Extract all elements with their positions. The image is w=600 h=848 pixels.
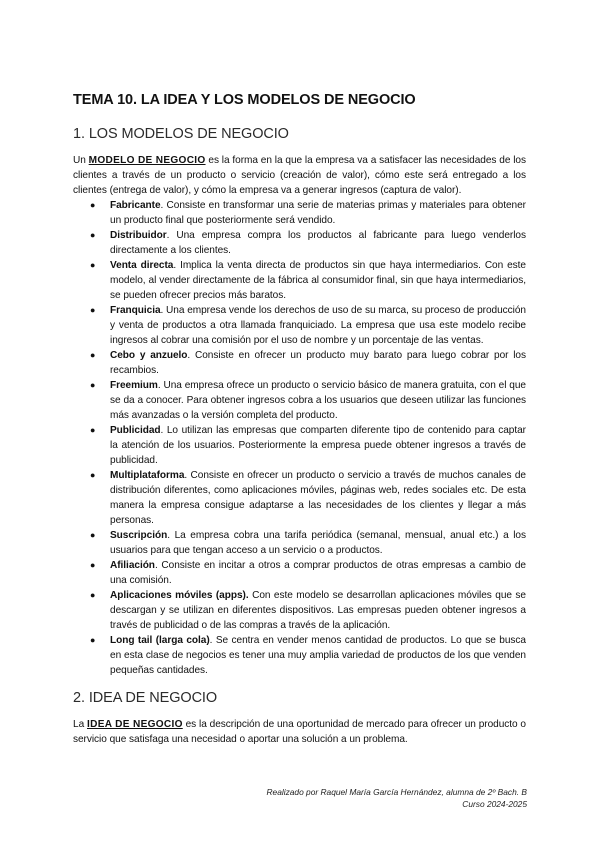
- sec2-after: es la descripción de una oportunidad de mercado para ofrecer un producto o servicio que satisfaga una necesidad o aportar una solución a un problema.: [73, 719, 526, 745]
- bullet-icon: ●: [90, 230, 96, 240]
- bullet-icon: ●: [90, 350, 96, 360]
- business-models-list: [73, 198, 526, 678]
- list-item: [90, 198, 526, 228]
- term-modelo-de-negocio: MODELO DE NEGOCIO: [88, 155, 206, 166]
- list-item: [90, 633, 526, 678]
- item-name: Fabricante: [110, 200, 161, 211]
- item-name: Long tail (larga cola): [110, 635, 210, 646]
- page-footer: [107, 786, 527, 810]
- list-item: [90, 258, 526, 303]
- item-desc: . Consiste en incitar a otros a comprar productos de otras empresas a cambio de una comisión.: [110, 560, 526, 586]
- bullet-icon: ●: [90, 470, 96, 480]
- item-name: Aplicaciones móviles (apps).: [110, 590, 249, 601]
- document-content: [73, 90, 526, 747]
- item-name: Suscripción: [110, 530, 168, 541]
- sec2-before: La: [73, 719, 87, 730]
- intro-after: es la forma en la que la empresa va a satisfacer las necesidades de los clientes a través de un producto o servicio (creación de valor), cómo este será entregado a los clientes (entrega de valor), y cómo la empresa va a generar ingresos (captura de valor).: [73, 155, 526, 196]
- section-1-heading: 1. LOS MODELOS DE NEGOCIO: [73, 126, 289, 142]
- item-desc: . Una empresa compra los productos al fabricante para luego venderlos directamente a los clientes.: [110, 230, 526, 256]
- item-desc: . Se centra en vender menos cantidad de productos. Lo que se busca en esta clase de negocios es tener una muy amplia variedad de productos de los que venden pequeñas cantidades.: [110, 635, 526, 676]
- item-desc: . Consiste en ofrecer un producto muy barato para luego cobrar por los recambios.: [110, 350, 526, 376]
- item-name: Cebo y anzuelo: [110, 350, 188, 361]
- section-2-heading: 2. IDEA DE NEGOCIO: [73, 690, 218, 706]
- section-1-intro: [73, 153, 526, 198]
- item-name: Freemium: [110, 380, 158, 391]
- bullet-icon: ●: [90, 590, 96, 600]
- item-name: Distribuidor: [110, 230, 167, 241]
- list-item: [90, 348, 526, 378]
- bullet-icon: ●: [90, 380, 96, 390]
- item-name: Franquicia: [110, 305, 161, 316]
- item-desc: Con este modelo se desarrollan aplicaciones móviles que se descargan y se utilizan en diferentes dispositivos. Las empresas pueden obtener ingresos a través de publicidad o de las compras a través de la aplicación.: [110, 590, 526, 631]
- item-desc: . Una empresa vende los derechos de uso de su marca, su proceso de producción y venta de productos a otra llamada franquiciado. La empresa que usa este modelo recibe ingresos al cobrar una comisión por el uso de nombre y un porcentaje de las ventas.: [110, 305, 526, 346]
- list-item: [90, 468, 526, 528]
- item-desc: . La empresa cobra una tarifa periódica (semanal, mensual, anual etc.) a los usuarios para que tengan acceso a un servicio o a productos.: [110, 530, 526, 556]
- bullet-icon: ●: [90, 260, 96, 270]
- item-desc: . Consiste en ofrecer un producto o servicio a través de muchos canales de distribución diferentes, como aplicaciones móviles, páginas web, redes sociales etc. De esta manera la empresa consigue adaptarse a las necesidades de los clientes y llegar a más personas.: [110, 470, 526, 526]
- list-item: [90, 378, 526, 423]
- footer-course: Curso 2024-2025: [462, 799, 527, 809]
- section-2-paragraph: [73, 717, 526, 747]
- item-name: Multiplataforma: [110, 470, 185, 481]
- item-desc: . Una empresa ofrece un producto o servicio básico de manera gratuita, con el que se da a conocer. Para obtener ingresos cobra a los usuarios que deseen utilizar las funciones más avanzadas o la versión completa del producto.: [110, 380, 526, 421]
- list-item: [90, 423, 526, 468]
- bullet-icon: ●: [90, 305, 96, 315]
- page-title: TEMA 10. LA IDEA Y LOS MODELOS DE NEGOCIO: [73, 92, 416, 108]
- bullet-icon: ●: [90, 425, 96, 435]
- list-item: [90, 303, 526, 348]
- list-item: [90, 228, 526, 258]
- footer-author: Realizado por Raquel María García Hernández, alumna de 2º Bach. B: [266, 787, 527, 797]
- list-item: [90, 588, 526, 633]
- list-item: [90, 528, 526, 558]
- item-desc: . Implica la venta directa de productos sin que haya intermediarios. Con este modelo, al vender directamente de la fábrica al consumidor final, sin que haya intermediarios, se pueden ofrecer precios más baratos.: [110, 260, 526, 301]
- bullet-icon: ●: [90, 200, 96, 210]
- bullet-icon: ●: [90, 635, 96, 645]
- list-item: [90, 558, 526, 588]
- item-desc: . Lo utilizan las empresas que comparten diferente tipo de contenido para captar la atención de los usuarios. Posteriormente la empresa puede obtener ingresos a través de publicidad.: [110, 425, 526, 466]
- intro-before: Un: [73, 155, 89, 166]
- bullet-icon: ●: [90, 530, 96, 540]
- item-name: Publicidad: [110, 425, 161, 436]
- item-name: Venta directa: [110, 260, 174, 271]
- term-idea-de-negocio: IDEA DE NEGOCIO: [87, 719, 183, 730]
- item-desc: . Consiste en transformar una serie de materias primas y materiales para obtener un producto final que posteriormente será vendido.: [110, 200, 526, 226]
- bullet-icon: ●: [90, 560, 96, 570]
- item-name: Afiliación: [110, 560, 155, 571]
